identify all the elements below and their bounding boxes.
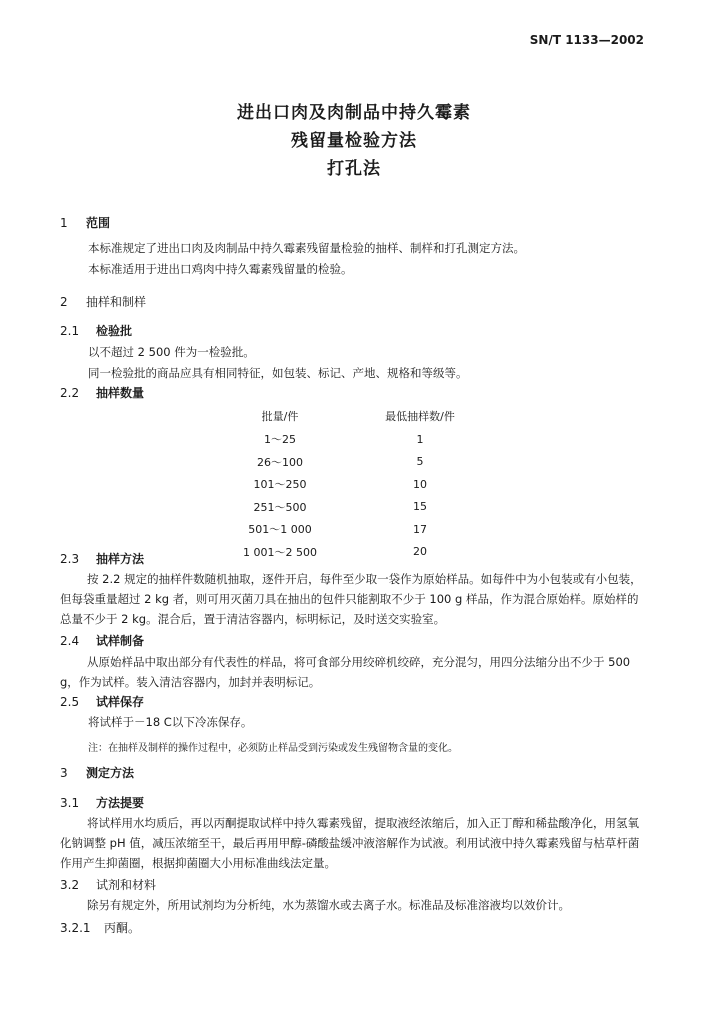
section-number: 2.3 bbox=[60, 552, 80, 566]
section-number: 2.4 bbox=[60, 634, 80, 648]
table-cell: 17 bbox=[413, 522, 428, 536]
table-cell: 501～1 000 bbox=[248, 523, 312, 537]
section-number: 3.2.1 bbox=[60, 921, 91, 935]
paragraph: 本标准适用于进出口鸡肉中持久霉素残留量的检验。 bbox=[88, 262, 353, 276]
paragraph: 将试样于－18 C以下冷冻保存。 bbox=[88, 715, 253, 729]
section-2-3-heading bbox=[60, 550, 144, 567]
section-title: 抽样数量 bbox=[96, 386, 145, 400]
section-title: 试剂和材料 bbox=[96, 878, 157, 892]
document-title-line-3: 打孔法 bbox=[327, 159, 381, 179]
section-title: 方法提要 bbox=[96, 796, 145, 810]
table-cell: 20 bbox=[413, 545, 428, 559]
section-3-2-1-heading bbox=[60, 919, 140, 936]
section-title: 丙酮。 bbox=[104, 921, 141, 935]
table-row bbox=[210, 496, 490, 519]
column-header-min-samples: 最低抽样数/件 bbox=[385, 410, 455, 423]
section-title: 测定方法 bbox=[86, 766, 135, 780]
paragraph: 从原始样品中取出部分有代表性的样品，将可食部分用绞碎机绞碎，充分混匀，用四分法缩分出不少于 500 g，作为试样。装入清洁容器内，加封并表明标记。 bbox=[60, 655, 631, 689]
table-cell: 15 bbox=[413, 500, 428, 514]
sampling-table bbox=[210, 404, 490, 563]
column-header-lot-size: 批量/件 bbox=[261, 410, 299, 423]
section-3-heading bbox=[60, 764, 134, 781]
table-cell: 251～500 bbox=[253, 500, 307, 514]
paragraph: 除另有规定外，所用试剂均为分析纯，水为蒸馏水或去离子水。标准品及标准溶液均以效价计。 bbox=[87, 898, 570, 912]
section-2-5-heading bbox=[60, 693, 144, 710]
section-title: 检验批 bbox=[96, 324, 133, 338]
table-row bbox=[210, 451, 490, 474]
section-number: 3 bbox=[60, 766, 68, 780]
paragraph: 以不超过 2 500 件为一检验批。 bbox=[88, 345, 255, 359]
section-2-1-heading bbox=[60, 322, 132, 339]
section-1-heading bbox=[60, 214, 110, 231]
table-cell: 26～100 bbox=[257, 455, 304, 469]
section-2-2-heading bbox=[60, 384, 144, 401]
table-row bbox=[210, 473, 490, 496]
paragraph: 将试样用水均质后，再以丙酮提取试样中持久霉素残留，提取液经浓缩后，加入正丁醇和稀盐酸净化，用氢氧化钠调整 pH 值，减压浓缩至干，最后再用甲醇-磷酸盐缓冲液溶解作为试液。利用试液中持久霉素残留与枯草杆菌作用产生抑菌圈，根据抑菌圈大小用标准曲线法定量。 bbox=[60, 816, 640, 870]
table-cell: 101～250 bbox=[253, 478, 307, 492]
standard-code: SN/T 1133—2002 bbox=[529, 33, 644, 47]
table-row bbox=[210, 518, 490, 541]
section-title: 试样保存 bbox=[96, 695, 145, 709]
section-number: 3.1 bbox=[60, 796, 80, 810]
paragraph: 按 2.2 规定的抽样件数随机抽取，逐件开启，每件至少取一袋作为原始样品。如每件中为小包装或有小包装，但每袋重量超过 2 kg 者，则可用灭菌刀具在抽出的包件只能割取不少于 100 g 样品，作为混合原始样。原始样的总量不少于 2 kg。混合后，置于清洁容器内，标明标记，及时送交实验室。 bbox=[60, 572, 642, 626]
section-number: 1 bbox=[60, 216, 68, 230]
document-title-line-2: 残留量检验方法 bbox=[291, 131, 417, 151]
section-title: 抽样和制样 bbox=[86, 295, 147, 309]
section-number: 2.1 bbox=[60, 324, 80, 338]
table-cell: 1 bbox=[416, 432, 424, 446]
section-2-heading bbox=[60, 293, 146, 310]
table-row bbox=[210, 541, 490, 564]
paragraph: 本标准规定了进出口肉及肉制品中持久霉素残留量检验的抽样、制样和打孔测定方法。 bbox=[88, 241, 525, 255]
section-title: 范围 bbox=[86, 216, 111, 230]
table-cell: 10 bbox=[413, 477, 428, 491]
section-3-1-heading bbox=[60, 794, 144, 811]
section-2-4-heading bbox=[60, 632, 144, 649]
table-header-row bbox=[210, 404, 490, 428]
section-3-2-heading bbox=[60, 876, 156, 893]
table-cell: 1 001～2 500 bbox=[243, 545, 318, 559]
section-title: 试样制备 bbox=[96, 634, 145, 648]
note: 注：在抽样及制样的操作过程中，必须防止样品受到污染或发生残留物含量的变化。 bbox=[88, 743, 458, 754]
table-cell: 1～25 bbox=[264, 433, 297, 447]
section-number: 3.2 bbox=[60, 878, 80, 892]
section-number: 2.5 bbox=[60, 695, 80, 709]
section-title: 抽样方法 bbox=[96, 552, 145, 566]
document-title-line-1: 进出口肉及肉制品中持久霉素 bbox=[237, 103, 471, 123]
table-row bbox=[210, 428, 490, 451]
paragraph: 同一检验批的商品应具有相同特征，如包装、标记、产地、规格和等级等。 bbox=[88, 366, 468, 380]
table-cell: 5 bbox=[416, 455, 424, 469]
section-number: 2 bbox=[60, 295, 68, 309]
section-number: 2.2 bbox=[60, 386, 80, 400]
